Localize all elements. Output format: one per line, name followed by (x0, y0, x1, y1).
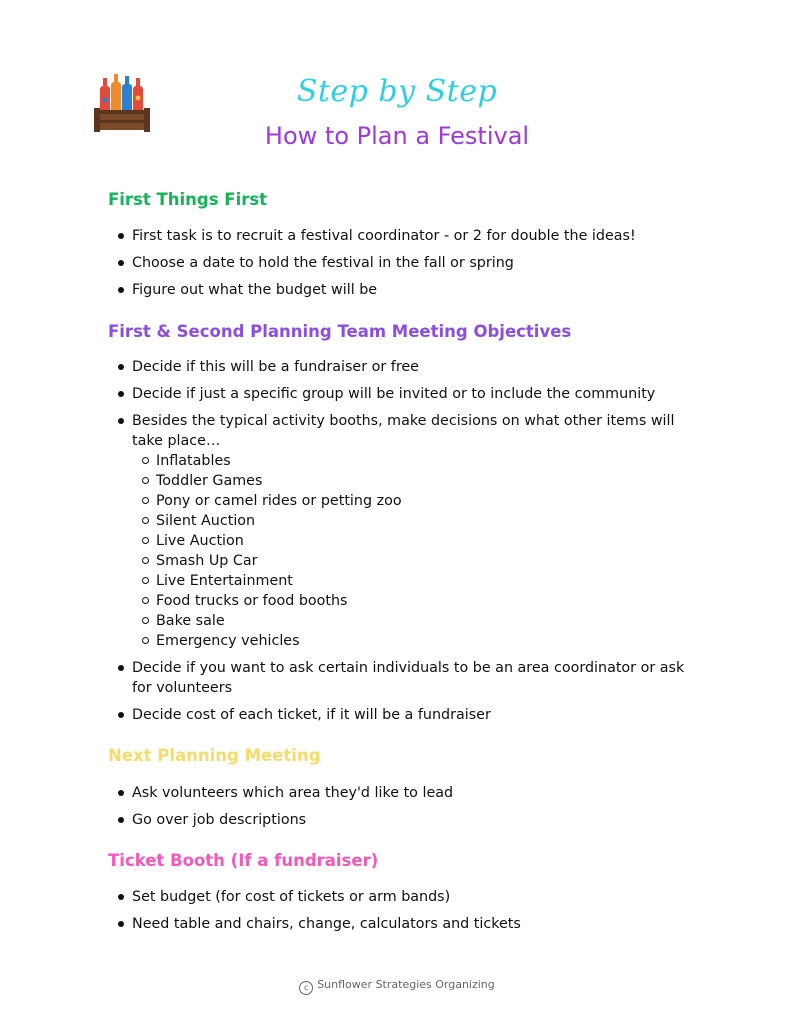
sublist-item: Toddler Games (132, 471, 686, 491)
page-title: How to Plan a Festival (264, 122, 530, 150)
list-item: Go over job descriptions (116, 810, 686, 830)
list-item: Decide if you want to ask certain individuals to be an area coordinator or ask for volunteers (116, 658, 686, 698)
section-title-first-things-first: First Things First (108, 190, 268, 209)
footer-text: Sunflower Strategies Organizing (317, 978, 495, 991)
copyright-icon: c (299, 981, 313, 995)
section-title-next-planning-meeting: Next Planning Meeting (108, 746, 321, 765)
list-next-planning-meeting (116, 783, 686, 837)
script-title: Step by Step (296, 74, 498, 109)
sublist-item: Emergency vehicles (132, 631, 686, 651)
list-item: Set budget (for cost of tickets or arm bands) (116, 887, 686, 907)
sublist-item: Live Auction (132, 531, 686, 551)
sublist-activities (132, 451, 686, 651)
list-item: Need table and chairs, change, calculators and tickets (116, 914, 686, 934)
section-title-planning-team-objectives: First & Second Planning Team Meeting Objectives (108, 322, 572, 341)
sublist-item: Pony or camel rides or petting zoo (132, 491, 686, 511)
sublist-item: Bake sale (132, 611, 686, 631)
list-item: Choose a date to hold the festival in the fall or spring (116, 253, 686, 273)
list-planning-team-objectives (116, 357, 686, 732)
list-item: Decide if this will be a fundraiser or free (116, 357, 686, 377)
footer (0, 978, 794, 995)
sublist-item: Silent Auction (132, 511, 686, 531)
list-item: Decide cost of each ticket, if it will be a fundraiser (116, 705, 686, 725)
section-title-ticket-booth: Ticket Booth (If a fundraiser) (108, 851, 379, 870)
sublist-item: Food trucks or food booths (132, 591, 686, 611)
list-item: Decide if just a specific group will be invited or to include the community (116, 384, 686, 404)
list-ticket-booth (116, 887, 686, 941)
list-item: Ask volunteers which area they'd like to lead (116, 783, 686, 803)
sublist-item: Live Entertainment (132, 571, 686, 591)
list-item-text: Besides the typical activity booths, make decisions on what other items will take place… (132, 413, 675, 449)
list-item: Figure out what the budget will be (116, 280, 686, 300)
list-item: First task is to recruit a festival coordinator - or 2 for double the ideas! (116, 226, 686, 246)
sublist-item: Inflatables (132, 451, 686, 471)
sublist-item: Smash Up Car (132, 551, 686, 571)
list-first-things-first (116, 226, 686, 307)
list-item (116, 411, 686, 651)
